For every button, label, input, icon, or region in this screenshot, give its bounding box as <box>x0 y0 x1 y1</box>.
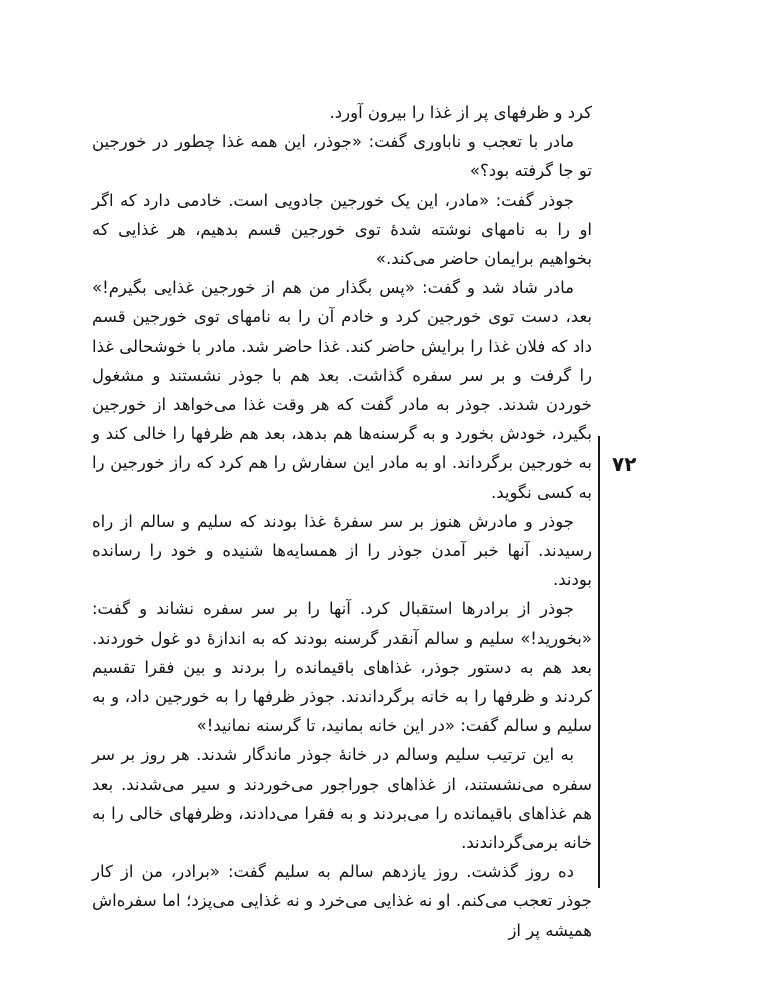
paragraph-4: مادر شاد شد و گفت: «پس بگذار من هم از خورجین غذایی بگیرم!» بعد، دست توی خورجین کرد و خادم آن را به نامهای توی خورجین قسم داد که فلان غذا را برایش حاضر کند. غذا حاضر شد. مادر با خوشحالی غذا را گرفت و بر سر سفره گذاشت. بعد هم با جوذر نشستند و مشغول خوردن شدند. جوذر به مادر گفت که هر وقت غذا می‌خواهد از خورجین بگیرد، خودش بخورد و به گرسنه‌ها هم بدهد، بعد هم ظرفها را خالی کند و به خورجین برگرداند. او به مادر این سفارش را هم کرد که راز خورجین را به کسی نگوید. <box>92 278 592 502</box>
paragraph-6: جوذر از برادرها استقبال کرد. آنها را بر سر سفره نشاند و گفت: «بخورید!» سلیم و سالم آنقدر گرسنه بودند که به اندازهٔ دو غول خوردند. بعد هم به دستور جوذر، غذاهای باقیمانده را بردند و بین فقرا تقسیم کردند و ظرفها را به خانه برگرداندند. جوذر ظرفها را به خورجین داد، و به سلیم و سالم گفت: «در این خانه بمانید، تا گرسنه نمانید!» <box>92 599 592 736</box>
body-text <box>92 98 592 945</box>
paragraph-5: جوذر و مادرش هنوز بر سر سفرهٔ غذا بودند که سلیم و سالم از راه رسیدند. آنها خبر آمدن جوذر را از همسایه‌ها شنیده و خود را رسانده بودند. <box>92 511 592 590</box>
paragraph-1: کرد و ظرفهای پر از غذا را بیرون آورد. <box>329 103 592 122</box>
paragraph-3: جوذر گفت: «مادر، این یک خورجین جادویی است. خادمی دارد که اگر او را به نامهای نوشته شدهٔ توی خورجین قسم بدهیم، هر غذایی که بخواهیم برایمان حاضر می‌کند.» <box>92 190 592 269</box>
paragraph-7: به این ترتیب سلیم وسالم در خانهٔ جوذر ماندگار شدند. هر روز بر سر سفره می‌نشستند، از غذاهای جوراجور می‌خوردند و سیر می‌شدند. بعد هم غذاهای باقیمانده را می‌بردند و به فقرا می‌دادند، وظرفهای خالی را به خانه برمی‌گرداندند. <box>92 745 592 853</box>
paragraph-8: ده روز گذشت. روز یازدهم سالم به سلیم گفت: «برادر، من از کار جوذر تعجب می‌کنم. او نه غذایی می‌خرد و نه غذایی می‌پزد؛ اما سفره‌اش همیشه پر از <box>92 862 592 940</box>
page-number: ۷۲ <box>612 452 637 476</box>
paragraph-2: مادر با تعجب و ناباوری گفت: «جوذر، این همه غذا چطور در خورجین تو جا گرفته بود؟» <box>92 132 592 181</box>
margin-rule <box>598 436 600 888</box>
